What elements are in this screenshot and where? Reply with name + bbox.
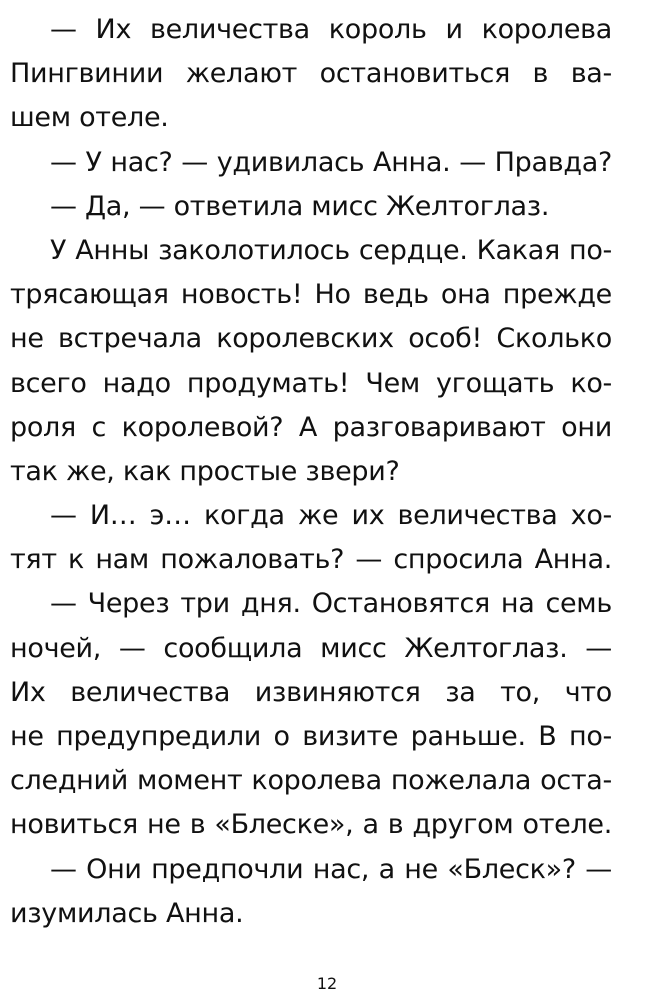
text-line: — Их величества король и королева [50,14,612,45]
text-line: трясающая новость! Но ведь она прежде [10,279,612,311]
text-line: шем отеле. [10,102,169,134]
text-line: следний момент королева пожелала оста- [10,765,612,797]
text-line: так же, как простые звери? [10,455,400,487]
text-line: тят к нам пожаловать? — спросила Анна. [10,544,612,576]
text-line: роля с королевой? А разговаривают они [10,411,612,443]
text-line: — И… э… когда же их величества хо- [50,500,612,532]
text-line: Их величества извиняются за то, что [10,676,612,708]
text-line: — Они предпочли нас, а не «Блеск»? — [50,853,612,885]
text-line: всего надо продумать! Чем угощать ко- [10,367,612,399]
text-line: новиться не в «Блеске», а в другом отеле. [10,809,612,841]
text-line: изумилась Анна. [10,897,244,929]
text-line: У Анны заколотилось сердце. Какая по- [50,234,612,266]
text-line: не встречала королевских особ! Сколько [10,323,612,355]
page-text [10,8,612,936]
text-line: — Через три дня. Остановятся на семь [50,588,612,620]
text-line: — Да, — ответила мисс Желтоглаз. [50,190,550,222]
page-number: 12 [316,974,338,993]
text-line: — У нас? — удивилась Анна. — Правда? [50,146,612,178]
text-line: ночей, — сообщила мисс Желтоглаз. — [10,632,612,664]
text-line: Пингвинии желают остановиться в ва- [10,58,612,90]
text-line: не предупредили о визите раньше. В по- [10,721,612,752]
